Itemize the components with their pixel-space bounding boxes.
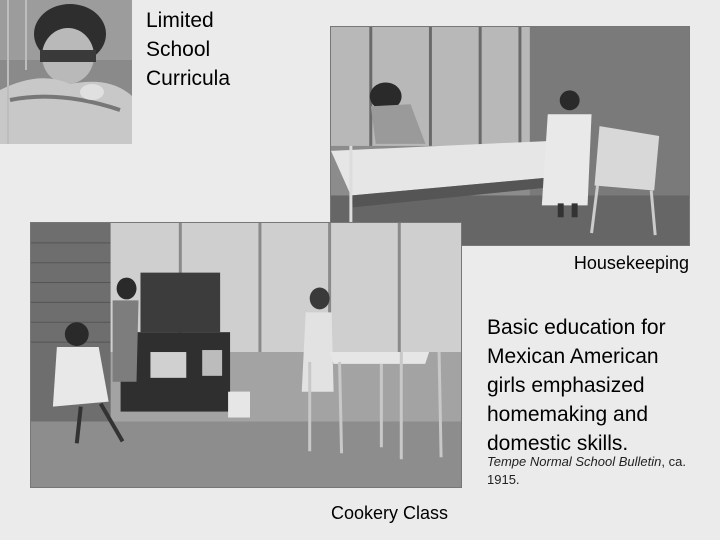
- cookery-class-caption: Cookery Class: [331, 503, 449, 523]
- body-text: Basic education for Mexican American girls emphasized homemaking and domestic skills.: [487, 316, 666, 455]
- slide-title: Limited School Curricula: [146, 9, 231, 90]
- citation: [487, 453, 702, 489]
- housekeeping-caption: Housekeeping: [573, 253, 689, 273]
- girl-portrait-photo: [0, 0, 132, 144]
- cookery-class-photo: [30, 222, 462, 488]
- citation-date: , ca. 1915.: [487, 454, 686, 487]
- citation-source: Tempe Normal School Bulletin: [487, 454, 662, 469]
- housekeeping-photo: [330, 26, 690, 246]
